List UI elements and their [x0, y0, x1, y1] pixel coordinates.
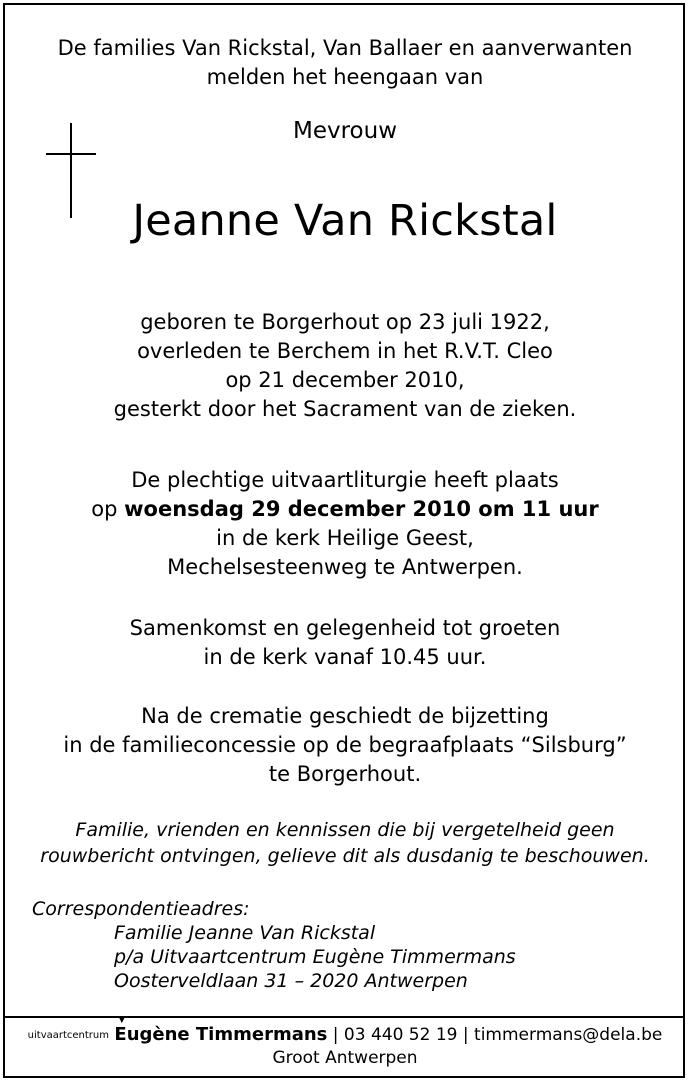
- birth-death-line: op 21 december 2010,: [225, 368, 465, 392]
- correspondence-line: Familie Jeanne Van Rickstal: [114, 922, 376, 944]
- intro-text: [0, 34, 690, 92]
- footer-prefix: uitvaartcentrum: [27, 1030, 109, 1041]
- funeral-line-4: Mechelsesteenweg te Antwerpen.: [167, 555, 523, 579]
- footer-separator: |: [462, 1025, 469, 1045]
- footer-separator: |: [332, 1025, 339, 1045]
- footer-brand: [114, 1015, 328, 1045]
- footer-email[interactable]: timmermans@dela.be: [474, 1025, 663, 1045]
- intro-line-2: melden het heengaan van: [206, 65, 484, 89]
- correspondence-block: [32, 897, 516, 993]
- footer-line-1: [0, 1015, 690, 1047]
- footer-brand-text: Eugène Timmermans: [114, 1024, 328, 1045]
- footer-phone: 03 440 52 19: [343, 1025, 458, 1045]
- notice-line: Familie, vrienden en kennissen die bij vergetelheid geen: [75, 819, 615, 841]
- funeral-line-1: De plechtige uitvaartliturgie heeft plaats: [131, 468, 559, 492]
- burial-line: in de familieconcessie op de begraafplaats “Silsburg”: [63, 733, 627, 757]
- correspondence-line: Oosterveldlaan 31 – 2020 Antwerpen: [114, 970, 468, 992]
- footer-region: Groot Antwerpen: [272, 1048, 418, 1068]
- footer-divider: [5, 1016, 683, 1018]
- funeral-block: [0, 466, 690, 582]
- burial-line: Na de crematie geschiedt de bijzetting: [141, 704, 549, 728]
- marker-icon: ▼: [118, 1015, 126, 1025]
- correspondence-line: p/a Uitvaartcentrum Eugène Timmermans: [114, 946, 516, 968]
- correspondence-label: Correspondentieadres:: [32, 898, 250, 920]
- notice-line: rouwbericht ontvingen, gelieve dit als dusdanig te beschouwen.: [40, 845, 650, 867]
- gathering-line: in de kerk vanaf 10.45 uur.: [203, 645, 487, 669]
- birth-death-block: [0, 308, 690, 424]
- funeral-line-2: [0, 495, 690, 524]
- deceased-name: Jeanne Van Rickstal: [132, 196, 558, 246]
- gathering-block: [0, 614, 690, 672]
- burial-block: [0, 702, 690, 789]
- funeral-line-3: in de kerk Heilige Geest,: [216, 526, 474, 550]
- notice-block: [0, 817, 690, 869]
- burial-line: te Borgerhout.: [268, 762, 422, 786]
- gathering-line: Samenkomst en gelegenheid tot groeten: [129, 616, 561, 640]
- cross-icon-bar: [46, 153, 96, 155]
- birth-death-line: gesterkt door het Sacrament van de zieken.: [113, 397, 577, 421]
- intro-line-1: De families Van Rickstal, Van Ballaer en aanverwanten: [57, 36, 633, 60]
- funeral-date-prefix: op: [91, 497, 125, 521]
- title: Mevrouw: [292, 118, 398, 144]
- birth-death-line: geboren te Borgerhout op 23 juli 1922,: [140, 310, 550, 334]
- funeral-date: woensdag 29 december 2010 om 11 uur: [124, 497, 599, 521]
- birth-death-line: overleden te Berchem in het R.V.T. Cleo: [137, 339, 553, 363]
- footer: [0, 1015, 690, 1069]
